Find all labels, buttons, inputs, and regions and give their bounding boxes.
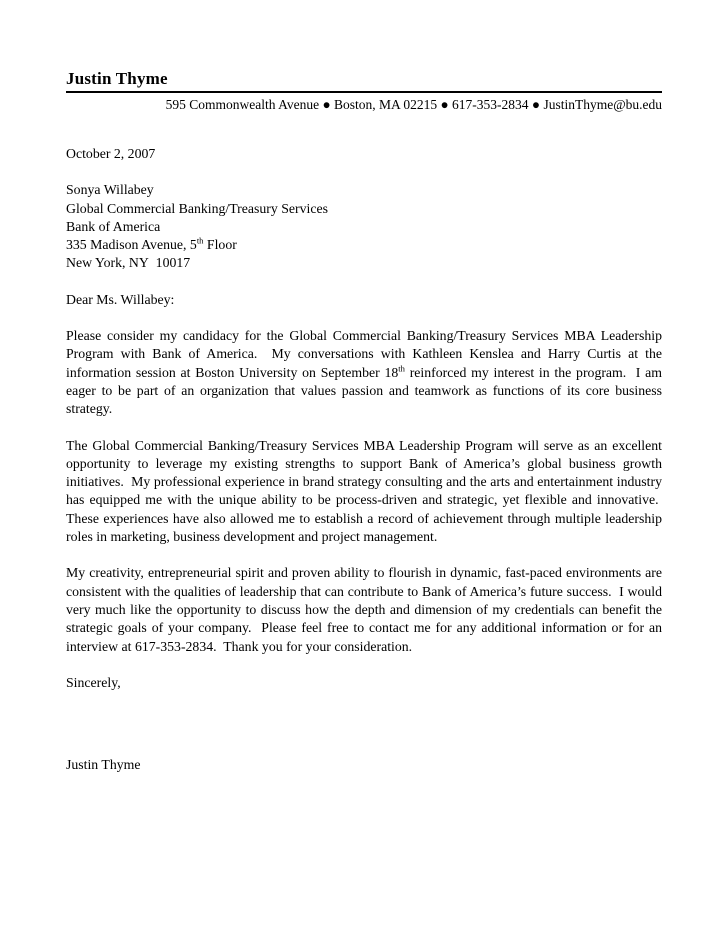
paragraph-1-superscript: th — [398, 363, 405, 374]
letterhead-contact-line: 595 Commonwealth Avenue ● Boston, MA 02215 ● 617-353-2834 ● JustinThyme@bu.edu — [165, 97, 662, 112]
recipient-department: Global Commercial Banking/Treasury Services — [66, 200, 328, 216]
recipient-city: New York, NY 10017 — [66, 255, 191, 271]
recipient-street-superscript: th — [196, 235, 204, 246]
recipient-street-suffix: Floor — [203, 237, 237, 253]
letterhead-name: Justin Thyme — [66, 69, 168, 88]
body-paragraph-1 — [66, 327, 662, 418]
recipient-name: Sonya Willabey — [66, 182, 154, 198]
closing-line: Sincerely, — [66, 674, 121, 690]
recipient-block — [66, 181, 662, 272]
salutation: Dear Ms. Willabey: — [66, 291, 175, 307]
signature-name: Justin Thyme — [66, 757, 141, 773]
letterhead — [66, 69, 662, 113]
recipient-company: Bank of America — [66, 218, 161, 234]
recipient-street-text: 335 Madison Avenue, 5 — [66, 237, 197, 253]
body-paragraph-3: My creativity, entrepreneurial spirit and proven ability to flourish in dynamic, fast-paced environments are consistent with the qualities of leadership that can contribute to Bank of America’s future success. I would very much like the opportunity to discuss how the depth and dimension of my credentials can benefit the strategic goals of your company. Please feel free to contact me for any additional information or for an interview at 617-353-2834. Thank you for your consideration. — [66, 565, 662, 654]
letterhead-rule — [66, 91, 662, 93]
paragraph-1-text-continued: reinforced my interest in the program. I am eager to be part of an organization that values passion and teamwork as functions of its core business strategy. — [66, 364, 662, 417]
recipient-street — [66, 236, 662, 254]
body-paragraph-2: The Global Commercial Banking/Treasury Services MBA Leadership Program will serve as an excellent opportunity to leverage my existing strengths to support Bank of America’s global business growth initiatives. My professional experience in brand strategy consulting and the arts and entertainment industry has equipped me with the unique ability to be process-driven and strategic, yet flexible and innovative. These experiences have also allowed me to establish a record of achievement through multiple leadership roles in marketing, business development and project management. — [66, 437, 662, 545]
paragraph-1-text: Please consider my candidacy for the Global Commercial Banking/Treasury Services MBA Leadership Program with Bank of America. My conversations with Kathleen Kenslea and Harry Curtis at the information session at Boston University on September 18 — [66, 328, 662, 380]
date-line: October 2, 2007 — [66, 146, 156, 161]
